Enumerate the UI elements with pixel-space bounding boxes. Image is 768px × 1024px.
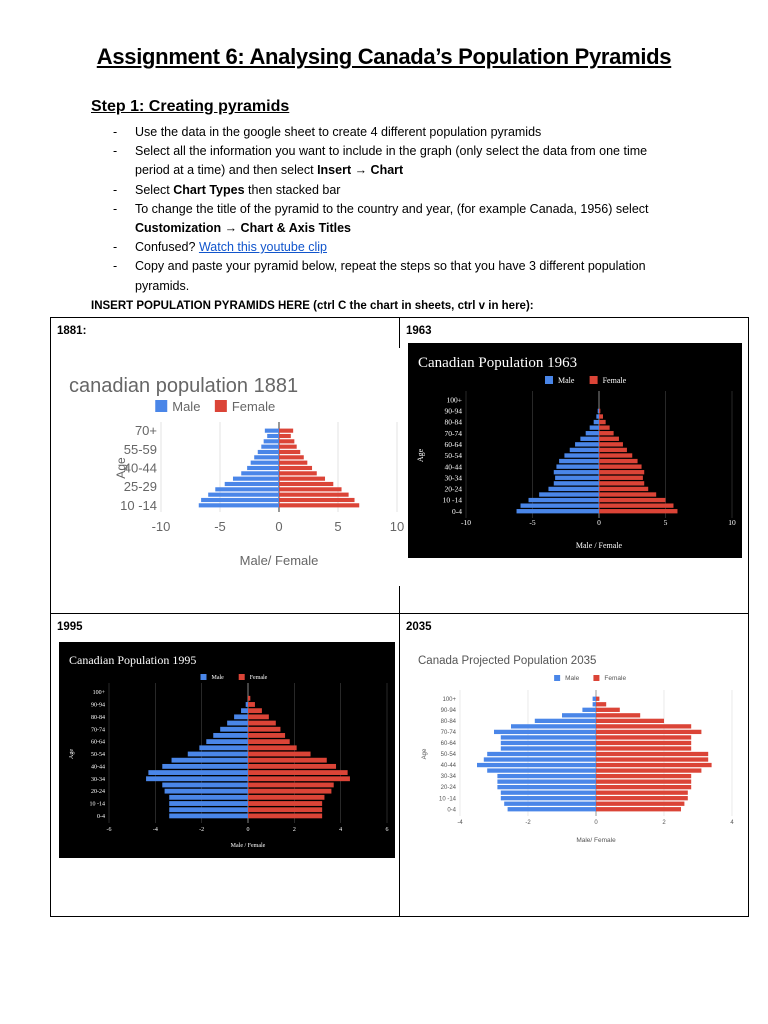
bar-male: [487, 752, 596, 756]
y-tick-label: 20-24: [91, 789, 105, 796]
y-tick-label: 30-34: [91, 776, 105, 783]
legend-swatch-male: [155, 400, 167, 412]
bar-female: [599, 425, 610, 429]
x-tick-label: 4: [730, 820, 734, 826]
bar-male: [554, 470, 599, 474]
legend-label-male: Male: [558, 376, 575, 385]
bar-female: [596, 713, 640, 717]
bar-female: [596, 768, 701, 772]
y-tick-label: 10 -14: [89, 801, 105, 808]
pyramid-chart-1881: [65, 348, 405, 586]
bar-female: [248, 783, 334, 788]
list-item-bold: Chart Types: [173, 182, 245, 197]
cell-1995: [51, 614, 400, 917]
y-axis-title: Age: [69, 749, 75, 759]
bar-female: [248, 702, 255, 707]
x-tick-label: 2: [292, 827, 296, 833]
y-tick-label: 70-74: [440, 730, 456, 737]
bar-male: [559, 459, 599, 463]
bar-female: [596, 779, 691, 783]
list-item-text: Confused?: [135, 240, 199, 255]
bar-male: [258, 450, 279, 454]
bar-female: [279, 445, 297, 449]
y-tick-label: 0-4: [447, 807, 456, 814]
bar-male: [575, 442, 599, 446]
y-tick-label: 20-24: [440, 785, 456, 792]
x-tick-label: 0: [275, 519, 283, 534]
cell-label: 1995: [57, 621, 83, 633]
y-tick-label: 10 -14: [442, 495, 462, 505]
list-item-text: Select all the information you want to include in the graph (only select the data from one time period at a time) and then select: [135, 144, 648, 178]
cell-label: 1881:: [57, 325, 87, 337]
bar-female: [596, 807, 681, 811]
bar-male: [556, 464, 599, 468]
bar-male: [146, 776, 248, 781]
x-tick-label: -10: [461, 518, 471, 527]
pyramid-chart-2035: [412, 644, 742, 849]
bar-female: [596, 730, 701, 734]
x-tick-label: -5: [529, 518, 536, 527]
list-item-text: To change the title of the pyramid to the country and year, (for example Canada, 1956) select: [135, 201, 649, 216]
y-tick-label: 70+: [134, 423, 157, 439]
cell-2035: [400, 614, 749, 917]
bar-male: [508, 807, 596, 811]
bar-male: [586, 431, 599, 435]
bar-female: [599, 437, 619, 441]
bar-female: [599, 487, 648, 491]
bar-female: [596, 752, 708, 756]
bar-male: [199, 745, 248, 750]
bar-female: [599, 409, 600, 413]
bar-female: [599, 492, 656, 496]
list-item-bold: Insert → Chart: [317, 163, 404, 178]
bar-female: [279, 471, 317, 475]
bar-female: [279, 450, 300, 454]
y-tick-label: 70-74: [444, 428, 462, 438]
legend-swatch-female: [590, 376, 598, 384]
bar-male: [554, 481, 599, 485]
bar-male: [225, 482, 279, 486]
bar-female: [248, 813, 322, 818]
bar-female: [596, 741, 691, 745]
bar-female: [596, 774, 691, 778]
legend-label-male: Male: [172, 399, 201, 414]
x-tick-label: -2: [525, 820, 531, 826]
y-tick-label: 50-54: [91, 752, 105, 759]
bar-female: [599, 464, 642, 468]
x-tick-label: -4: [152, 827, 158, 833]
x-tick-label: 5: [663, 518, 668, 527]
bar-male: [477, 763, 596, 767]
y-axis-title: Age: [422, 748, 428, 760]
bar-female: [279, 461, 307, 465]
y-axis-title: Age: [114, 457, 128, 479]
bar-female: [599, 503, 673, 507]
x-tick-label: -10: [151, 519, 171, 534]
bar-female: [248, 789, 331, 794]
bar-male: [264, 439, 279, 443]
bar-female: [248, 727, 280, 732]
y-tick-label: 25-29: [123, 479, 157, 495]
x-axis-title: Male / Female: [575, 541, 623, 550]
bar-female: [599, 459, 638, 463]
bar-female: [248, 770, 348, 775]
x-tick-label: -6: [106, 827, 112, 833]
legend-label-female: Female: [249, 675, 268, 681]
chart-title: Canadian Population 1995: [69, 653, 197, 667]
bar-male: [241, 471, 279, 475]
y-tick-label: 50-54: [440, 752, 456, 759]
bar-female: [599, 420, 606, 424]
legend-swatch-female: [215, 400, 227, 412]
bar-female: [248, 776, 350, 781]
bar-male: [241, 708, 248, 713]
cell-1963: [400, 318, 749, 614]
y-tick-label: 60-64: [91, 739, 105, 746]
bar-male: [208, 493, 279, 497]
bar-male: [206, 739, 248, 744]
bar-female: [279, 466, 312, 470]
y-tick-label: 60-64: [440, 741, 456, 748]
bar-female: [279, 429, 293, 433]
bar-female: [596, 785, 691, 789]
bar-female: [596, 746, 691, 750]
bar-male: [535, 719, 596, 723]
bar-male: [580, 437, 599, 441]
bar-male: [162, 783, 248, 788]
bar-female: [596, 735, 691, 739]
y-tick-label: 30-34: [444, 473, 462, 483]
chart-title: canadian population 1881: [69, 375, 299, 397]
y-tick-label: 60-64: [444, 439, 462, 449]
y-axis-title: Age: [416, 448, 425, 463]
x-tick-label: 4: [339, 827, 343, 833]
list-item: [113, 123, 673, 142]
pyramid-chart-1963: [408, 343, 742, 558]
bar-male: [517, 509, 599, 513]
list-item-text: Use the data in the google sheet to create 4 different population pyramids: [135, 125, 542, 139]
bar-male: [562, 713, 596, 717]
bar-male: [169, 801, 248, 806]
bar-male: [501, 791, 596, 795]
x-tick-label: 2: [662, 820, 666, 826]
bar-male: [521, 503, 599, 507]
bar-male: [261, 445, 279, 449]
legend-label-male: Male: [211, 675, 224, 681]
bar-male: [234, 714, 248, 719]
bar-male: [265, 429, 279, 433]
list-item-bold: Customization → Chart & Axis Titles: [135, 221, 352, 236]
bar-female: [596, 791, 688, 795]
y-tick-label: 90-94: [444, 406, 462, 416]
bar-female: [599, 431, 614, 435]
bar-male: [172, 758, 248, 763]
y-tick-label: 80-84: [91, 714, 105, 721]
bar-male: [501, 796, 596, 800]
bar-female: [248, 764, 336, 769]
y-tick-label: 90-94: [91, 702, 105, 709]
bar-female: [596, 796, 688, 800]
list-item-text: then stacked bar: [244, 182, 341, 197]
bar-male: [169, 795, 248, 800]
bar-male: [267, 434, 279, 438]
legend-swatch-female: [239, 674, 245, 680]
bar-female: [248, 733, 285, 738]
x-tick-label: 6: [385, 827, 389, 833]
y-tick-label: 80-84: [440, 718, 456, 725]
list-item: [113, 257, 673, 295]
bar-male: [594, 420, 599, 424]
bar-male: [213, 733, 248, 738]
y-tick-label: 90-94: [440, 707, 456, 714]
cell-1881: [51, 318, 405, 614]
bar-female: [596, 802, 684, 806]
bar-female: [596, 708, 620, 712]
bar-female: [248, 745, 297, 750]
list-item-text: Copy and paste your pyramid below, repeat the steps so that you have 3 different population pyramids.: [135, 259, 646, 293]
y-tick-label: 40-44: [123, 460, 157, 476]
bar-female: [248, 752, 311, 757]
cell-label: 2035: [406, 621, 432, 633]
y-tick-label: 0-4: [452, 506, 462, 516]
bar-male: [165, 789, 248, 794]
bar-female: [248, 795, 324, 800]
instruction-list: [113, 123, 673, 296]
list-item: [113, 200, 673, 238]
bar-male: [246, 702, 248, 707]
y-tick-label: 100+: [92, 690, 105, 697]
x-axis-title: Male/ Female: [239, 553, 319, 568]
youtube-link[interactable]: Watch this youtube clip: [198, 240, 328, 255]
bar-male: [247, 466, 279, 470]
bar-female: [279, 477, 325, 481]
bar-female: [248, 721, 276, 726]
bar-female: [279, 503, 359, 507]
legend-swatch-male: [554, 675, 560, 681]
x-tick-label: -5: [214, 519, 226, 534]
bar-female: [279, 482, 333, 486]
bar-female: [248, 739, 290, 744]
bar-female: [599, 414, 603, 418]
bar-male: [199, 503, 279, 507]
list-item: [113, 238, 673, 257]
insert-instructions: INSERT POPULATION PYRAMIDS HERE (ctrl C the chart in sheets, ctrl v in here):: [91, 300, 534, 312]
bar-male: [220, 727, 248, 732]
list-item: [113, 142, 673, 180]
bar-male: [539, 492, 599, 496]
x-tick-label: 0: [597, 518, 601, 527]
bar-male: [501, 746, 596, 750]
bar-male: [254, 455, 279, 459]
bar-male: [188, 752, 248, 757]
bar-female: [596, 697, 599, 701]
bar-female: [248, 708, 262, 713]
bar-male: [487, 768, 596, 772]
bar-female: [279, 439, 294, 443]
bar-male: [169, 813, 248, 818]
bar-female: [599, 448, 627, 452]
y-tick-label: 10 -14: [120, 497, 157, 513]
y-tick-label: 30-34: [440, 774, 456, 781]
bar-female: [596, 763, 712, 767]
bar-male: [564, 453, 599, 457]
legend-swatch-female: [593, 675, 599, 681]
bar-male: [497, 779, 596, 783]
bar-male: [596, 414, 599, 418]
bar-female: [248, 758, 327, 763]
bar-male: [169, 807, 248, 812]
y-tick-label: 10 -14: [438, 796, 456, 803]
bar-male: [494, 730, 596, 734]
bar-female: [279, 498, 355, 502]
y-tick-label: 40-44: [444, 462, 462, 472]
y-tick-label: 100+: [442, 696, 456, 703]
bar-male: [548, 487, 599, 491]
bar-female: [248, 807, 322, 812]
bar-male: [504, 802, 596, 806]
y-tick-label: 55-59: [123, 441, 157, 457]
bar-male: [484, 757, 596, 761]
bar-male: [201, 498, 279, 502]
bar-female: [599, 476, 643, 480]
cell-label: 1963: [406, 325, 432, 337]
list-item: [113, 181, 673, 200]
y-tick-label: 40-44: [91, 764, 105, 771]
bar-male: [529, 498, 599, 502]
x-tick-label: -2: [199, 827, 205, 833]
bar-male: [162, 764, 248, 769]
step-heading: Step 1: Creating pyramids: [91, 98, 290, 115]
y-tick-label: 40-44: [440, 763, 456, 770]
x-tick-label: 10: [389, 519, 405, 534]
bar-female: [596, 719, 664, 723]
chart-title: Canada Projected Population 2035: [418, 655, 597, 667]
bar-male: [593, 702, 596, 706]
bar-male: [582, 708, 596, 712]
bar-male: [148, 770, 248, 775]
page-title: Assignment 6: Analysing Canada’s Population Pyramids: [96, 44, 672, 69]
y-tick-label: 70-74: [91, 727, 105, 734]
bar-male: [598, 409, 599, 413]
bar-female: [279, 434, 291, 438]
legend-label-female: Female: [231, 399, 276, 414]
bar-female: [599, 470, 644, 474]
y-tick-label: 0-4: [97, 814, 105, 821]
bar-male: [497, 774, 596, 778]
bar-male: [497, 785, 596, 789]
x-axis-title: Male/ Female: [576, 837, 616, 844]
legend-label-female: Female: [604, 675, 627, 682]
bar-female: [248, 801, 322, 806]
bar-male: [590, 425, 599, 429]
y-tick-label: 20-24: [444, 484, 462, 494]
x-tick-label: 5: [334, 519, 342, 534]
x-tick-label: 0: [594, 820, 598, 826]
bar-male: [251, 461, 279, 465]
legend-label-male: Male: [565, 675, 580, 682]
bar-female: [596, 702, 606, 706]
bar-male: [593, 697, 596, 701]
bar-female: [599, 481, 644, 485]
bar-male: [570, 448, 599, 452]
bar-male: [511, 724, 596, 728]
y-tick-label: 50-54: [444, 451, 462, 461]
bar-female: [248, 696, 250, 701]
bar-female: [596, 757, 708, 761]
pyramid-chart-1995: [59, 642, 395, 858]
bar-male: [215, 487, 279, 491]
list-item-text: Select: [135, 182, 174, 197]
chart-title: Canadian Population 1963: [418, 355, 578, 371]
bar-male: [555, 476, 599, 480]
y-tick-label: 80-84: [444, 417, 462, 427]
legend-swatch-male: [201, 674, 207, 680]
bar-female: [596, 724, 691, 728]
pyramid-grid: [50, 317, 749, 917]
bar-female: [279, 493, 349, 497]
bar-female: [599, 509, 677, 513]
bar-female: [599, 442, 623, 446]
x-tick-label: 0: [246, 827, 250, 833]
bar-female: [279, 487, 342, 491]
bar-female: [279, 455, 304, 459]
y-tick-label: 100+: [446, 395, 462, 405]
legend-label-female: Female: [602, 376, 627, 385]
x-tick-label: 10: [728, 518, 736, 527]
bar-male: [501, 741, 596, 745]
bar-male: [233, 477, 279, 481]
x-tick-label: -4: [457, 820, 463, 826]
bar-male: [501, 735, 596, 739]
legend-swatch-male: [545, 376, 553, 384]
bar-female: [248, 714, 269, 719]
x-axis-title: Male / Female: [230, 843, 266, 849]
bar-male: [227, 721, 248, 726]
bar-female: [599, 498, 666, 502]
bar-female: [599, 453, 632, 457]
